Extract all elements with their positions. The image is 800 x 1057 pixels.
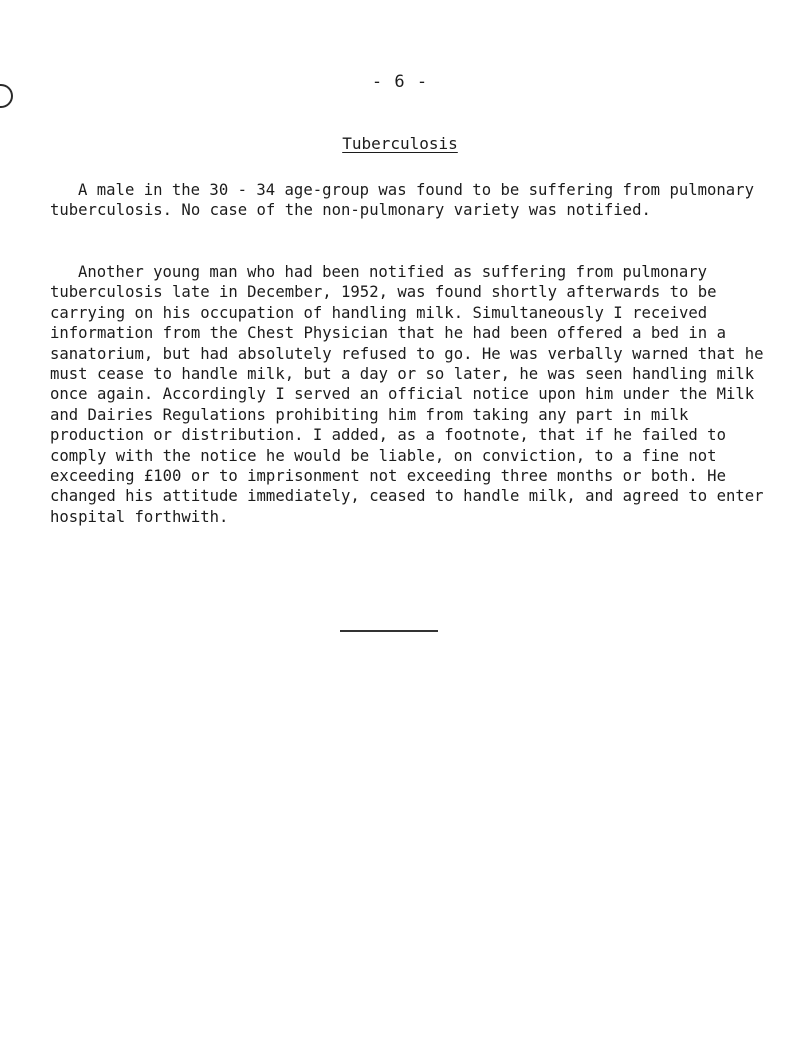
section-divider <box>340 630 438 632</box>
paragraph-2: Another young man who had been notified as suffering from pulmonary tuberculosis late in December, 1952, was found shortly afterwards to be carrying on his occupation of handling milk. Simultaneously I received information from the Chest Physician that he had been offered a bed in a sanatorium, but had absolutely refused to go. He was verbally warned that he must cease to handle milk, but a day or so later, he was seen handling milk once again. Accordingly I served an official notice upon him under the Milk and Dairies Regulations prohibiting him from taking any part in milk production or distribution. I added, as a footnote, that if he failed to comply with the notice he would be liable, on conviction, to a fine not exceeding £100 or to imprisonment not exceeding three months or both. He changed his attitude immediately, ceased to handle milk, and agreed to enter hospital forthwith. <box>50 263 764 526</box>
section-heading <box>0 134 800 153</box>
section-heading-text: Tuberculosis <box>342 134 458 153</box>
paragraph-1: A male in the 30 - 34 age-group was found to be suffering from pulmonary tuberculosis. No case of the non-pulmonary variety was notified. <box>50 181 754 220</box>
page-number: - 6 - <box>371 72 429 92</box>
